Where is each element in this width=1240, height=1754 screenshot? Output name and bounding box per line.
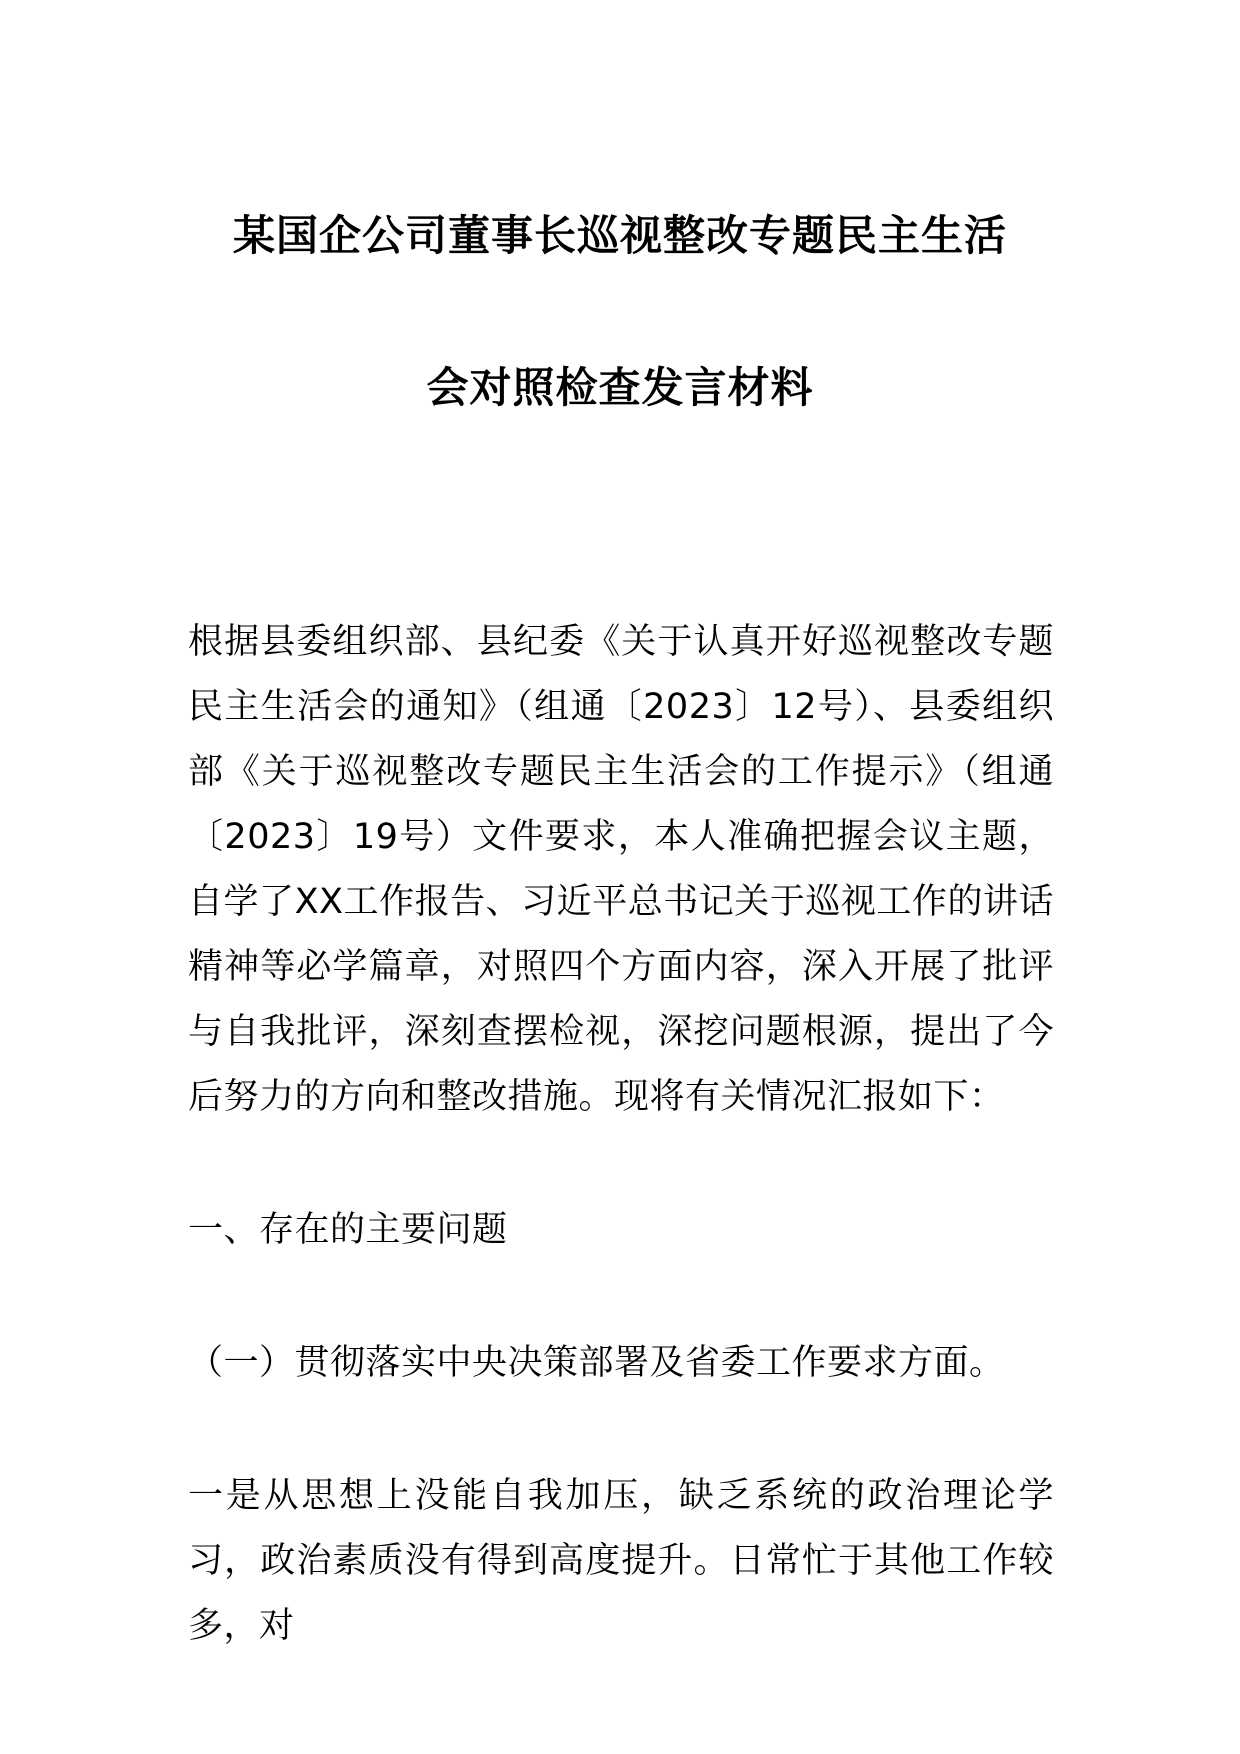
- subsection-heading: （一）贯彻落实中央决策部署及省委工作要求方面。: [188, 1343, 1005, 1383]
- body-paragraph: 一是从思想上没能自我加压，缺乏系统的政治理论学习，政治素质没有得到高度提升。日常忙于其他工作较多，对: [188, 1476, 1054, 1646]
- document-body: [188, 610, 1054, 1659]
- section-heading: 一、存在的主要问题: [188, 1210, 508, 1250]
- document-title-line-1: 某国企公司董事长巡视整改专题民主生活: [232, 211, 1007, 260]
- document-title-line-2: 会对照检查发言材料: [426, 363, 814, 412]
- intro-paragraph: 根据县委组织部、县纪委《关于认真开好巡视整改专题民主生活会的通知》（组通〔2023〕12号）、县委组织部《关于巡视整改专题民主生活会的工作提示》（组通〔2023〕19号）文件要求，本人准确把握会议主题，自学了XX工作报告、习近平总书记关于巡视工作的讲话精神等必学篇章，对照四个方面内容，深入开展了批评与自我批评，深刻查摆检视，深挖问题根源，提出了今后努力的方向和整改措施。现将有关情况汇报如下：: [188, 622, 1054, 1117]
